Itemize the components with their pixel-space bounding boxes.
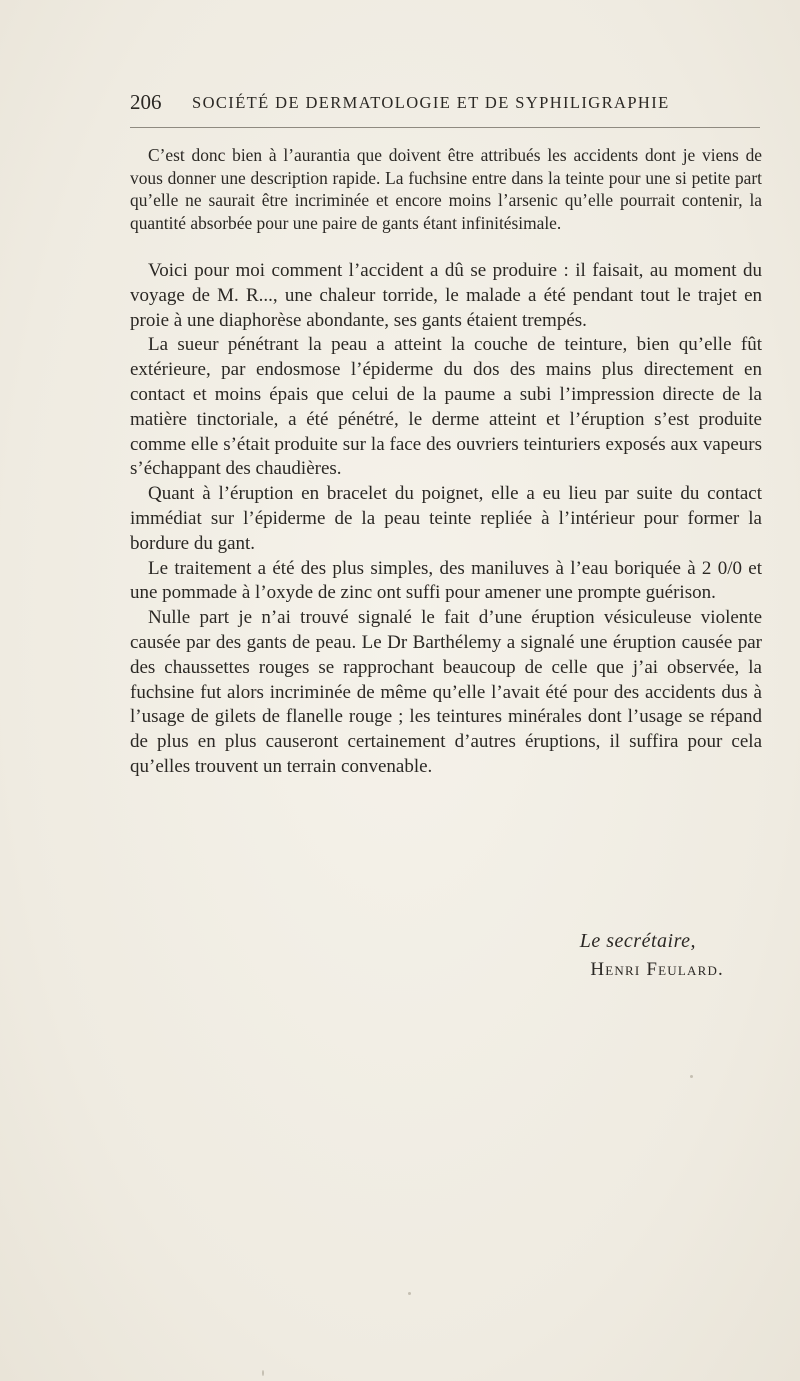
paragraph-sweat-penetration: La sueur pénétrant la peau a atteint la couche de teinture, bien qu’elle fût extérieure, par endosmose l’épiderme du dos des mains plus directement en contact et moins épais que celui de la paume a subi l’impression directe de la matière tinctoriale, a été pénétré, le derme atteint et l’éruption s’est produite comme elle s’était produite sur la face des ouvriers teinturiers exposés aux vapeurs s’échappant des chaudières.: [130, 334, 762, 480]
paragraph-accident-cause: Voici pour moi comment l’accident a dû se produire : il faisait, au moment du voyage de M. R..., une chaleur torride, le malade a été pendant tout le trajet en proie à une diaphorèse abondante, ses gants étaient trempés.: [130, 260, 762, 332]
page-number: 206: [130, 90, 162, 114]
running-head: [130, 90, 770, 118]
signature-role: Le secrétaire,: [579, 930, 696, 952]
paragraph-bracelet-eruption: Quant à l’éruption en bracelet du poignet, elle a eu lieu par suite du contact immédiat sur l’épiderme de la peau teinte repliée à l’intérieur pour former la bordure du gant.: [130, 483, 762, 554]
paragraph-aurantia: C’est donc bien à l’aurantia que doivent être attribués les accidents dont je viens de vous donner une description rapide. La fuchsine entre dans la teinte pour une si petite part qu’elle ne saurait être incriminée et encore moins l’arsenic qu’elle pourrait contenir, la quantité absorbée pour une paire de gants étant infinitésimale.: [130, 145, 762, 233]
running-title: SOCIÉTÉ DE DERMATOLOGIE ET DE SYPHILIGRAPHIE: [192, 93, 670, 112]
signature-block: [130, 928, 762, 984]
paper-speck: [408, 1292, 411, 1295]
paragraph-literature: Nulle part je n’ai trouvé signalé le fait d’une éruption vésiculeuse violente causée par des gants de peau. Le Dr Barthélemy a signalé une éruption causée par des chaussettes rouges se rapprochant beaucoup de celle que j’ai observée, la fuchsine fut alors incriminée de même qu’elle l’avait été pour des accidents dus à l’usage de gilets de flanelle rouge ; les teintures minérales dont l’usage se répand de plus en plus causeront certainement d’autres éruptions, il suffira pour cela qu’elles trouvent un terrain convenable.: [130, 607, 762, 777]
body-text: [130, 144, 762, 780]
paper-speck: [690, 1075, 693, 1078]
header-rule: [130, 127, 760, 128]
paragraph-treatment: Le traitement a été des plus simples, des maniluves à l’eau boriquée à 2 0/0 et une pommade à l’oxyde de zinc ont suffi pour amener une prompte guérison.: [130, 557, 762, 604]
paper-speck: [262, 1370, 264, 1376]
signature-name: Henri Feulard.: [590, 959, 724, 980]
